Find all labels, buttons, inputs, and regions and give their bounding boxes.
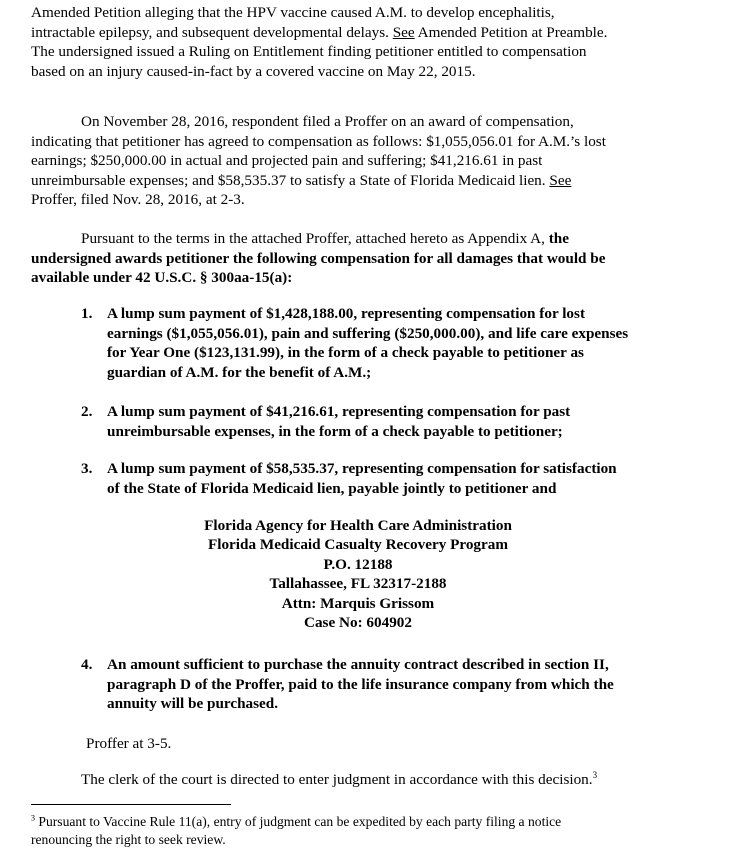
footnote	[31, 813, 721, 848]
address-line: Florida Medicaid Casualty Recovery Program	[207, 536, 509, 554]
text-line: of the State of Florida Medicaid lien, payable jointly to petitioner and	[107, 479, 557, 497]
text-line	[31, 813, 721, 831]
text-line: A lump sum payment of $1,428,188.00, representing compensation for lost	[107, 305, 585, 322]
paragraph-award-intro	[31, 229, 721, 288]
see-citation-signal: See	[549, 171, 572, 189]
text-line: guardian of A.M. for the benefit of A.M.;	[107, 363, 372, 381]
paragraph-proffer-summary	[31, 112, 721, 210]
see-citation-signal: See	[392, 23, 415, 41]
bold-text: undersigned awards petitioner the following compensation for all damages that would be	[31, 249, 606, 267]
proffer-citation: Proffer at 3-5.	[86, 735, 172, 752]
address-line: Florida Agency for Health Care Administration	[204, 517, 512, 534]
text-line: earnings ($1,055,056.01), pain and suffering ($250,000.00), and life care expenses	[107, 324, 629, 342]
award-list-item-1	[81, 304, 691, 382]
text-span: Pursuant to Vaccine Rule 11(a), entry of judgment can be expedited by each party filing a notice	[35, 814, 562, 829]
text-line: based on an injury caused-in-fact by a covered vaccine on May 22, 2015.	[31, 62, 476, 80]
clerk-directive	[81, 770, 721, 790]
text-span: intractable epilepsy, and subsequent developmental delays.	[31, 23, 393, 41]
award-list-item-4	[81, 655, 691, 714]
address-line: Tallahassee, FL 32317-2188	[269, 575, 447, 593]
text-line: annuity will be purchased.	[107, 695, 279, 712]
text-span: Amended Petition at Preamble.	[414, 23, 608, 41]
bold-text: available under 42 U.S.C. § 300aa-15(a):	[31, 269, 293, 286]
text-line: paragraph D of the Proffer, paid to the life insurance company from which the	[107, 675, 614, 693]
footnote-mark: 3	[31, 813, 35, 823]
text-span: The clerk of the court is directed to enter judgment in accordance with this decision.	[81, 771, 593, 788]
text-line: On November 28, 2016, respondent filed a Proffer on an award of compensation,	[81, 113, 574, 130]
text-line: The undersigned issued a Ruling on Entitlement finding petitioner entitled to compensation	[31, 43, 587, 60]
footnote-reference: 3	[592, 769, 598, 780]
text-line	[31, 268, 721, 288]
text-line: renouncing the right to seek review.	[31, 831, 226, 847]
list-number: 2.	[81, 403, 93, 420]
bold-text: the	[548, 230, 569, 247]
text-line: Amended Petition alleging that the HPV vaccine caused A.M. to develop encephalitis,	[31, 4, 555, 21]
text-span: unreimbursable expenses; and $58,535.37 to satisfy a State of Florida Medicaid lien.	[31, 171, 550, 189]
text-line: unreimbursable expenses, in the form of a check payable to petitioner;	[107, 422, 563, 440]
text-line	[31, 171, 721, 191]
address-line: Case No: 604902	[304, 614, 412, 632]
text-line: indicating that petitioner has agreed to compensation as follows: $1,055,056.01 for A.M.’s lost	[31, 132, 606, 150]
paragraph-amended-petition	[31, 3, 721, 81]
payee-address-block	[158, 516, 558, 632]
text-span: Pursuant to the terms in the attached Proffer, attached hereto as Appendix A,	[81, 230, 549, 247]
text-line: Proffer, filed Nov. 28, 2016, at 2-3.	[31, 191, 245, 208]
text-line: A lump sum payment of $58,535.37, representing compensation for satisfaction	[107, 460, 617, 477]
text-line: for Year One ($123,131.99), in the form of a check payable to petitioner as	[107, 344, 584, 361]
award-list-item-3	[81, 459, 691, 498]
text-line: earnings; $250,000.00 in actual and projected pain and suffering; $41,216.61 in past	[31, 152, 543, 169]
list-number: 4.	[81, 656, 93, 673]
award-list-item-2	[81, 402, 691, 441]
text-line	[31, 249, 721, 269]
address-line: P.O. 12188	[323, 555, 393, 573]
text-line	[31, 23, 721, 43]
list-number: 3.	[81, 460, 93, 477]
text-line: A lump sum payment of $41,216.61, representing compensation for past	[107, 403, 571, 420]
text-line	[31, 229, 721, 249]
address-line: Attn: Marquis Grissom	[281, 594, 435, 612]
text-line: An amount sufficient to purchase the annuity contract described in section II,	[107, 656, 609, 673]
footnote-divider	[31, 804, 231, 805]
list-number: 1.	[81, 305, 93, 322]
